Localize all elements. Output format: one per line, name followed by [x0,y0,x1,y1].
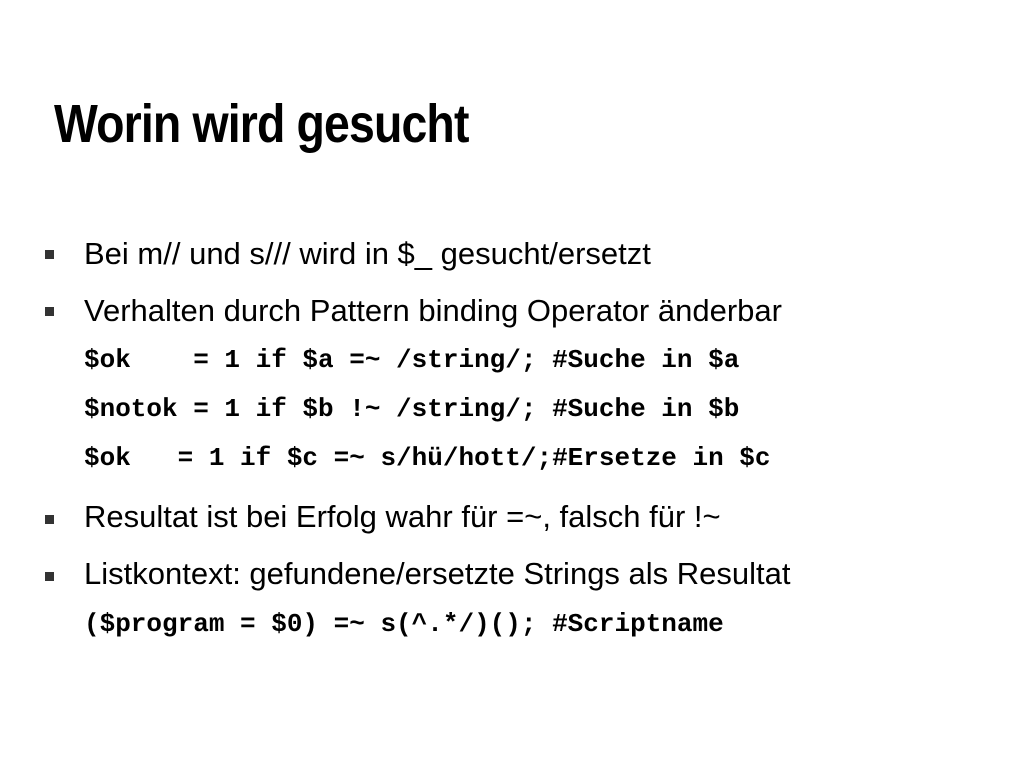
bullet-icon [45,572,54,581]
bullet-text: Listkontext: gefundene/ersetzte Strings als Resultat [84,556,791,591]
bullet-text: Bei m// und s/// wird in $_ gesucht/ersetzt [84,236,651,271]
bullet-icon [45,515,54,524]
bullet-text: Verhalten durch Pattern binding Operator änderbar [84,293,782,328]
bullet-icon [45,307,54,316]
code-line: $ok = 1 if $a =~ /string/; #Suche in $a [84,345,740,375]
bullet-icon [45,250,54,259]
bullet-text: Resultat ist bei Erfolg wahr für =~, falsch für !~ [84,499,721,534]
code-line: $notok = 1 if $b !~ /string/; #Suche in $b [84,394,740,424]
slide-title: Worin wird gesucht [54,94,469,154]
code-line: $ok = 1 if $c =~ s/hü/hott/;#Ersetze in $c [84,443,771,473]
code-line: ($program = $0) =~ s(^.*/)(); #Scriptname [84,609,724,639]
